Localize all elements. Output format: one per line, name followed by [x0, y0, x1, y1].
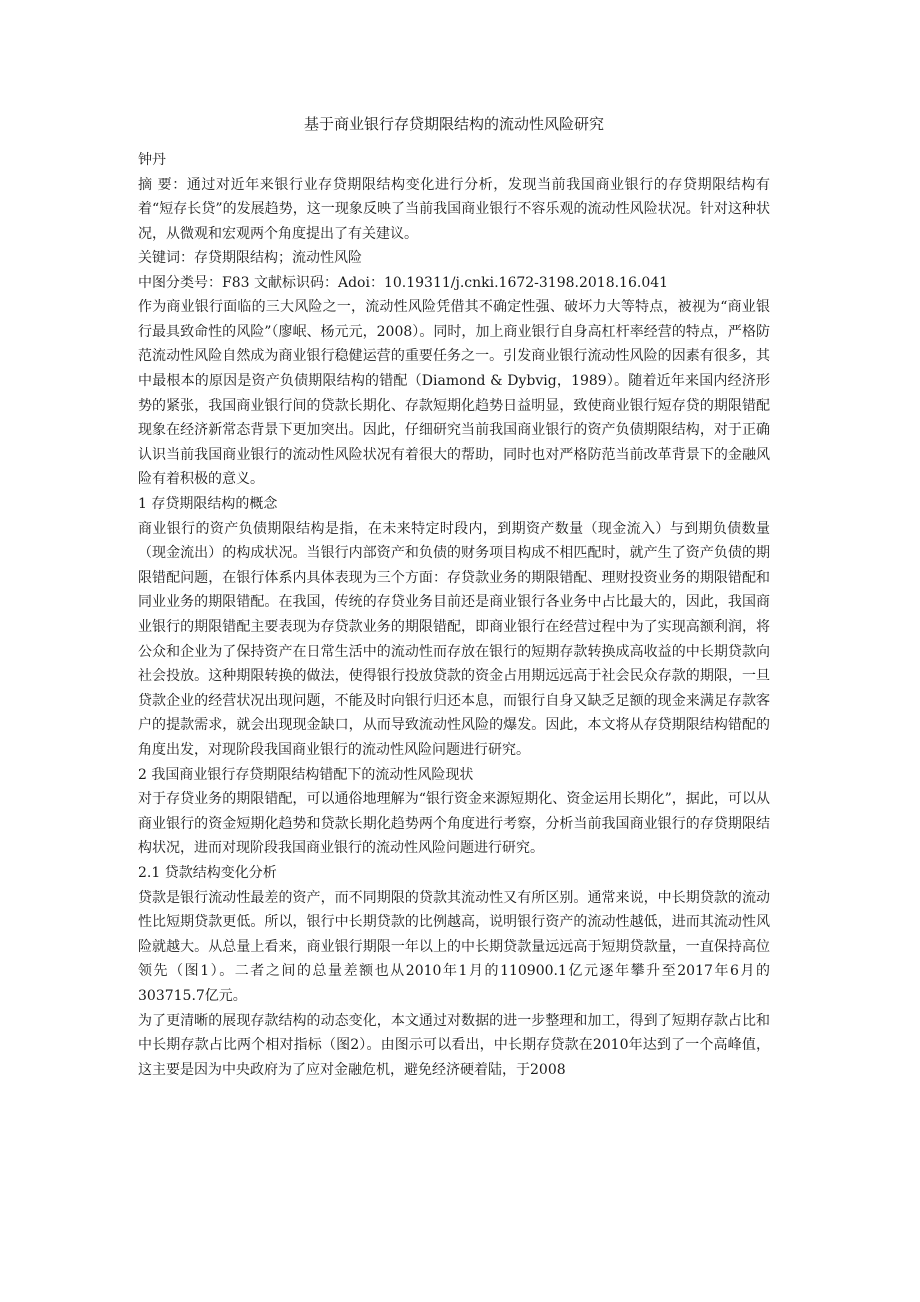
section-2-1-heading: 2.1 贷款结构变化分析 [138, 864, 277, 881]
section-1-heading: 1 存贷期限结构的概念 [138, 496, 278, 513]
classification-line: 中图分类号：F83 文献标识码：Adoi：10.19311/j.cnki.1672-3198.2018.16.041 [138, 274, 669, 291]
document-title: 基于商业银行存贷期限结构的流动性风险研究 [303, 115, 604, 133]
section-2-1-body-1: 贷款是银行流动性最差的资产，而不同期限的贷款其流动性又有所区别。通常来说，中长期贷款的流动性比短期贷款更低。所以，银行中长期贷款的比例越高，说明银行资产的流动性越低，进而其流动性风险就越大。从总量上看来，商业银行期限一年以上的中长期贷款量远远高于短期贷款量，一直保持高位领先（图1）。二者之间的总量差额也从2010年1月的110900.1亿元逐年攀升至2017年6月的303715.7亿元。 [138, 889, 770, 1004]
abstract: 摘 要：通过对近年来银行业存贷期限结构变化进行分析，发现当前我国商业银行的存贷期限结构有着“短存长贷”的发展趋势，这一现象反映了当前我国商业银行不容乐观的流动性风险状况。针对这种状况，从微观和宏观两个角度提出了有关建议。 [138, 176, 770, 242]
intro-paragraph: 作为商业银行面临的三大风险之一，流动性风险凭借其不确定性强、破坏力大等特点，被视为“商业银行最具致命性的风险”（廖岷、杨元元，2008）。同时，加上商业银行自身高杠杆率经营的特点，严格防范流动性风险自然成为商业银行稳健运营的重要任务之一。引发商业银行流动性风险的因素有很多，其中最根本的原因是资产负债期限结构的错配（Diamond & Dybvig，1989）。随着近年来国内经济形势的紧张，我国商业银行间的贷款长期化、存款短期化趋势日益明显，致使商业银行短存贷的期限错配现象在经济新常态背景下更加突出。因此，仔细研究当前我国商业银行的资产负债期限结构，对于正确认识当前我国商业银行的流动性风险状况有着很大的帮助，同时也对严格防范当前改革背景下的金融风险有着积极的意义。 [138, 299, 770, 488]
keywords: 关键词：存贷期限结构；流动性风险 [138, 250, 362, 267]
document-page [138, 110, 770, 1082]
section-2-heading: 2 我国商业银行存贷期限结构错配下的流动性风险现状 [138, 766, 474, 783]
author-name: 钟丹 [138, 152, 166, 168]
section-2-1-body-2: 为了更清晰的展现存款结构的动态变化，本文通过对数据的进一步整理和加工，得到了短期存款占比和中长期存款占比两个相对指标（图2）。由图示可以看出，中长期存贷款在2010年达到了一个高峰值，这主要是因为中央政府为了应对金融危机，避免经济硬着陆，于2008 [138, 1012, 770, 1078]
section-1-body: 商业银行的资产负债期限结构是指，在未来特定时段内，到期资产数量（现金流入）与到期负债数量（现金流出）的构成状况。当银行内部资产和负债的财务项目构成不相匹配时，就产生了资产负债的期限错配问题，在银行体系内具体表现为三个方面：存贷款业务的期限错配、理财投资业务的期限错配和同业业务的期限错配。在我国，传统的存贷业务目前还是商业银行各业务中占比最大的，因此，我国商业银行的期限错配主要表现为存贷款业务的期限错配，即商业银行在经营过程中为了实现高额利润，将公众和企业为了保持资产在日常生活中的流动性而存放在银行的短期存款转换成高收益的中长期贷款向社会投放。这种期限转换的做法，使得银行投放贷款的资金占用期远远高于社会民众存款的期限，一旦贷款企业的经营状况出现问题，不能及时向银行归还本息，而银行自身又缺乏足额的现金来满足存款客户的提款需求，就会出现现金缺口，从而导致流动性风险的爆发。因此，本文将从存贷期限结构错配的角度出发，对现阶段我国商业银行的流动性风险问题进行研究。 [138, 520, 770, 758]
section-2-body: 对于存贷业务的期限错配，可以通俗地理解为“银行资金来源短期化、资金运用长期化”，据此，可以从商业银行的资金短期化趋势和贷款长期化趋势两个角度进行考察，分析当前我国商业银行的存贷期限结构状况，进而对现阶段我国商业银行的流动性风险问题进行研究。 [138, 791, 770, 857]
